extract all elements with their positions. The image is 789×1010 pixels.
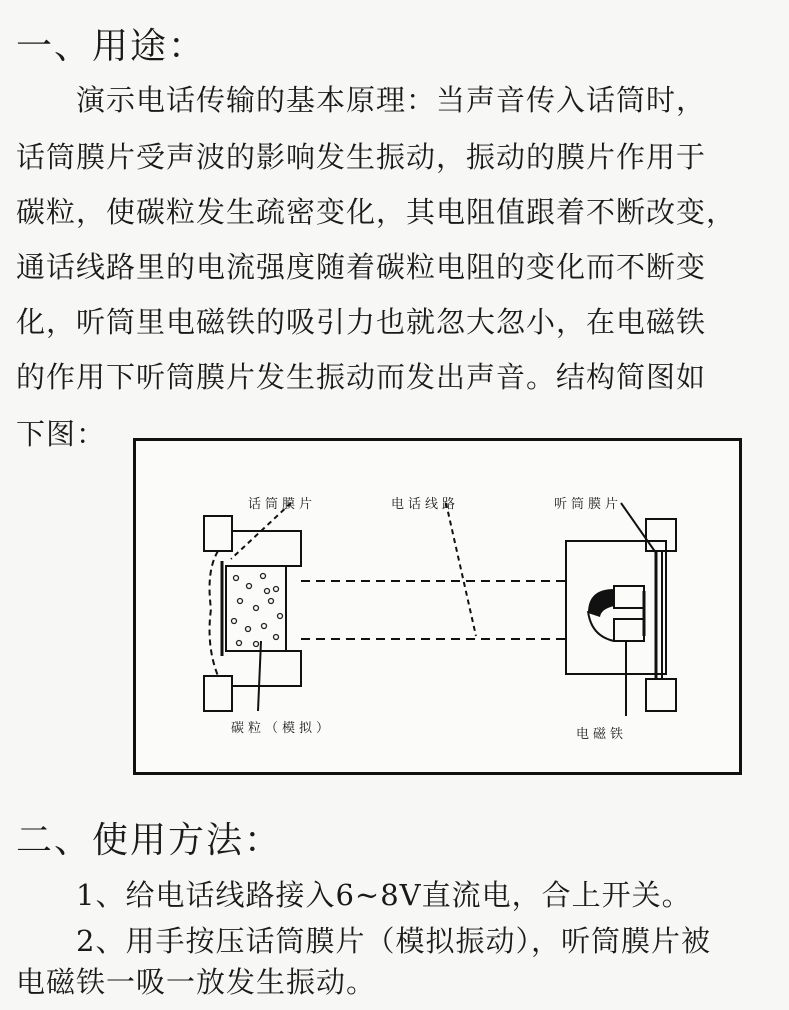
paragraph-line: 碳粒，使碳粒发生疏密变化，其电阻值跟着不断改变， xyxy=(16,195,737,229)
label-electromagnet: 电磁铁 xyxy=(576,727,628,742)
leader-earpiece-diaphragm xyxy=(621,503,656,553)
earpiece-lower-clamp xyxy=(646,679,676,711)
paragraph-line: 话筒膜片受声波的影响发生振动，振动的膜片作用于 xyxy=(16,140,707,174)
diagram-drawing xyxy=(136,441,739,772)
mic-upper-frame xyxy=(226,531,301,566)
paragraph-line: 2、用手按压话筒膜片（模拟振动），听筒膜片被 xyxy=(16,924,711,958)
paragraph-line: 演示电话传输的基本原理：当声音传入话筒时， xyxy=(16,83,707,117)
telephone-structure-diagram xyxy=(133,438,742,775)
paragraph-line: 化，听筒里电磁铁的吸引力也就忽大忽小，在电磁铁 xyxy=(16,305,707,339)
paragraph-line: 电磁铁一吸一放发生振动。 xyxy=(16,965,377,999)
section-heading-purpose: 一、用途： xyxy=(16,26,207,67)
paragraph-line: 通话线路里的电流强度随着碳粒电阻的变化而不断变 xyxy=(16,250,707,284)
paragraph-line: 下图： xyxy=(16,417,107,451)
carbon-chamber xyxy=(226,566,286,651)
magnet-curve xyxy=(588,611,614,641)
label-carbon: 碳粒（模拟） xyxy=(231,721,334,736)
paragraph-line: 的作用下听筒膜片发生振动而发出声音。结构简图如 xyxy=(16,360,707,394)
mic-upper-clamp xyxy=(204,516,232,551)
coil-upper xyxy=(614,586,644,608)
mic-lower-frame xyxy=(226,651,301,686)
label-phone-line: 电话线路 xyxy=(391,497,460,512)
carbon-granules xyxy=(232,574,283,647)
leader-wire xyxy=(446,503,476,636)
paragraph-line: 1、给电话线路接入6~8V直流电，合上开关。 xyxy=(16,878,692,912)
coil-lower xyxy=(614,619,644,641)
section-heading-usage: 二、使用方法： xyxy=(16,820,283,861)
label-earpiece-diaphragm: 听筒膜片 xyxy=(554,497,623,512)
magnet-core xyxy=(588,589,614,617)
label-mic-diaphragm: 话筒膜片 xyxy=(248,497,317,512)
mic-diaphragm-line xyxy=(210,551,218,676)
mic-lower-clamp xyxy=(204,676,232,711)
